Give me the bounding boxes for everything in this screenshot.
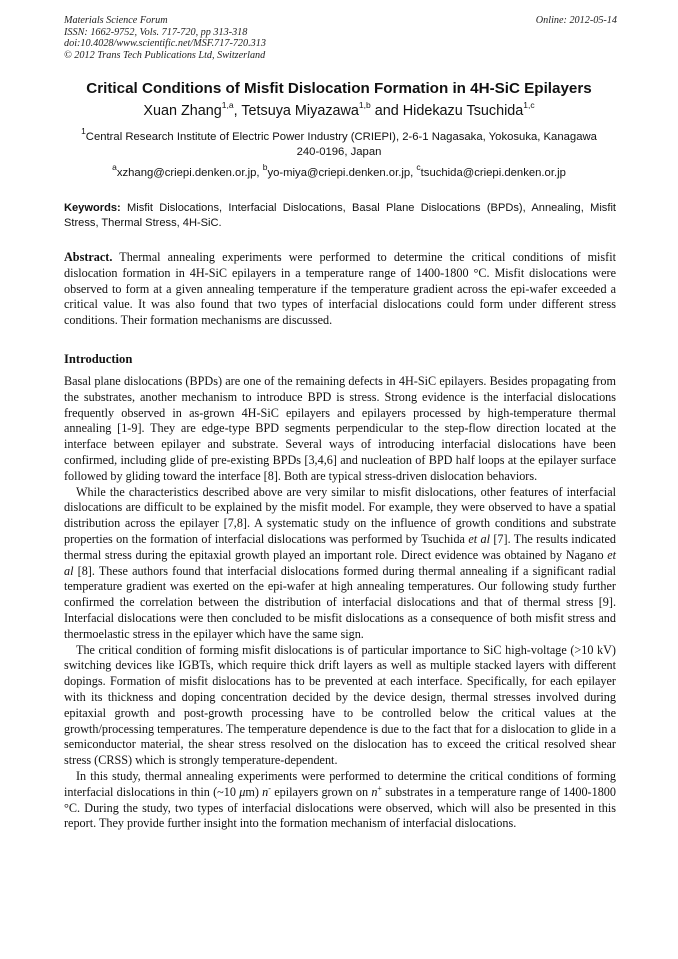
- affiliation-text: Central Research Institute of Electric Power Industry (CRIEPI), 2-6-1 Nagasaka, Yokosuka, Kanagawa 240-0196, Japan: [85, 131, 597, 158]
- issn-line: ISSN: 1662-9752, Vols. 717-720, pp 313-318: [64, 26, 248, 38]
- doping-superscript: -: [268, 783, 271, 793]
- affiliation: [70, 126, 608, 159]
- journal-name: Materials Science Forum: [64, 15, 168, 26]
- email-superscript: b: [262, 162, 268, 173]
- author-superscript: 1,c: [523, 100, 535, 111]
- author-name: Tetsuya Miyazawa: [241, 103, 359, 119]
- author-name: Xuan Zhang: [143, 103, 222, 119]
- doping-superscript: +: [377, 783, 382, 793]
- paragraph: In this study, thermal annealing experiments were performed to determine the critical conditions of forming interfacial dislocations in thin (~10 μm) n- epilayers grown on n+ substrates in a temperature range of 1400-1800 °C. During the study, two types of interfacial dislocations were observed, which will also be presented in this report. They provide further insight into the formation mechanism of interfacial dislocations.: [64, 768, 616, 831]
- online-date: Online: 2012-05-14: [535, 15, 617, 26]
- introduction-body: [64, 374, 616, 832]
- n-type-symbol: n: [371, 784, 378, 799]
- section-heading-introduction: Introduction: [64, 352, 133, 366]
- n-type-symbol: n: [262, 784, 269, 799]
- author-joiner: and: [374, 103, 399, 119]
- email-address: tsuchida@criepi.denken.or.jp: [420, 167, 566, 179]
- abstract: [64, 250, 616, 329]
- email-address: yo-miya@criepi.denken.or.jp: [267, 167, 411, 179]
- abstract-text: Thermal annealing experiments were performed to determine the critical conditions of misfit dislocation formation in 4H-SiC epilayers in a temperature range of 1400-1800 °C. Misfit dislocations were observed to form at a given annealing temperature if the temperature gradient across the epi-wafer exceeded a critical value. It was also found that two types of interfacial dislocations could form under different stress conditions. Their formation mechanisms are discussed.: [64, 250, 617, 328]
- copyright-line: © 2012 Trans Tech Publications Ltd, Switzerland: [64, 49, 266, 61]
- keywords-text: Misfit Dislocations, Interfacial Dislocations, Basal Plane Dislocations (BPDs), Annealing, Misfit Stress, Thermal Stress, 4H-SiC.: [64, 202, 616, 229]
- author-superscript: 1,a: [221, 100, 234, 111]
- email-superscript: a: [112, 162, 117, 173]
- paragraph: Basal plane dislocations (BPDs) are one of the remaining defects in 4H-SiC epilayers. Besides propagating from the substrates, another mechanism to introduce BPD is stress. Strong evidence is the interfacial dislocations frequently observed in as-grown 4H-SiC epilayers and epilayers processed by high-temperature thermal annealing [1-9]. They are edge-type BPD segments perpendicular to the step-flow direction located at the interface between epilayer and substrate. Several ways of introducing interfacial dislocations have been confirmed, including glide of pre-existing BPDs [3,4,6] and nucleation of BPD half loops at the epilayer surface followed by gliding toward the interface [8]. Both are typical stress-driven dislocation behaviors.: [64, 374, 616, 483]
- et-al: et al: [64, 547, 616, 578]
- author-name: Hidekazu Tsuchida: [402, 103, 524, 119]
- et-al: et al: [468, 531, 490, 546]
- paragraph: While the characteristics described above are very similar to misfit dislocations, other features of interfacial dislocations are difficult to be explained by the misfit model. For example, they were observed to have a spatial distribution across the epilayer [7,8]. A systematic study on the influence of growth conditions and substrate properties on the formation of interfacial dislocations was performed by Tsuchida et al [7]. The results indicated thermal stress during the epitaxial growth played an important role. Direct evidence was obtained by Nagano et al [8]. These authors found that interfacial dislocations formed during thermal annealing if a significant radial temperature gradient was exerted on the epi-wafer at high annealing temperatures. Our following study further confirmed the correlation between the distribution of interfacial dislocations and that of thermal stress [9]. Interfacial dislocations were then concluded to be misfit dislocations as a consequence of both misfit stress and thermoelastic stress in the epilayer which have the same sign.: [64, 484, 616, 641]
- author-list: Xuan Zhang$^{1,a}$, Tetsuya Miyazawa$^{1,b}$ and Hidekazu Tsuchida$^{1,c}$: [143, 100, 535, 119]
- mu-symbol: μ: [239, 784, 246, 799]
- email-address: xzhang@criepi.denken.or.jp: [116, 167, 257, 179]
- keywords-label: Keywords:: [64, 202, 121, 214]
- affiliation-superscript: 1: [81, 126, 86, 137]
- doi-line: doi:10.4028/www.scientific.net/MSF.717-720.313: [64, 38, 266, 50]
- paragraph: The critical condition of forming misfit dislocations is of particular importance to SiC high-voltage (>10 kV) switching devices like IGBTs, which require thick drift layers as well as multiple stacked layers with different dopings. Formation of misfit dislocations has to be prevented at each interface. Specifically, for each epilayer with its thickness and doping concentration decided by the device design, thermal stresses involved during epitaxial growth and post-growth processing have to be controlled below the critical values at the growth/processing temperatures. The temperature dependence is due to the fact that for a dislocation to glide in a semiconductor material, the shear stress resolved on the dislocation has to exceed the critical resolved shear stress (CRSS) which is strongly temperature-dependent.: [64, 642, 616, 768]
- paper-title: Critical Conditions of Misfit Dislocation Formation in 4H-SiC Epilayers: [86, 80, 592, 97]
- abstract-label: Abstract.: [64, 250, 113, 264]
- keywords: [64, 201, 616, 230]
- email-superscript: c: [416, 162, 421, 173]
- journal-header: [64, 15, 617, 61]
- author-superscript: 1,b: [358, 100, 371, 111]
- email-list: $^a$xzhang@criepi.denken.or.jp, $^b$yo-miya@criepi.denken.or.jp, $^c$tsuchida@criepi.denken.or.jp: [112, 162, 566, 179]
